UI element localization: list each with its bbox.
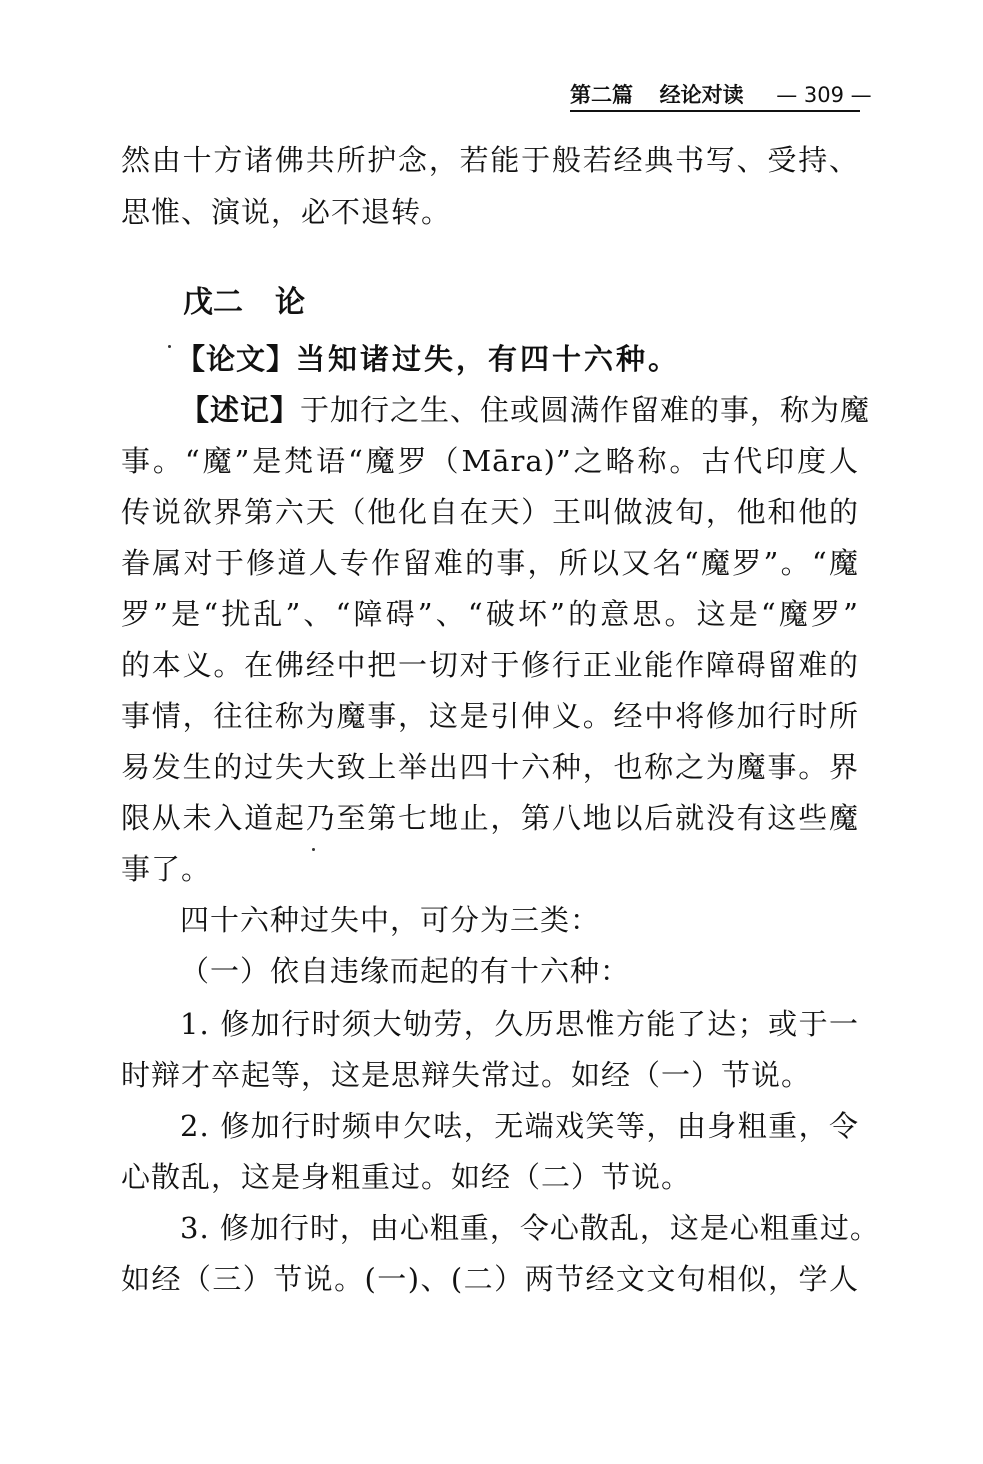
lun-wen-text: 当知诸过失，有四十六种。	[296, 342, 681, 376]
page-number: — 309 —	[776, 83, 872, 107]
section-heading-label: 戊二	[183, 285, 243, 320]
shu-ji-line: 传说欲界第六天（他化自在天）王叫做波旬，他和他的	[121, 495, 859, 529]
scan-speck	[312, 848, 315, 851]
lun-wen-tag: 【论文】	[176, 342, 297, 376]
intro-line-1: 然由十方诸佛共所护念，若能于般若经典书写、受持、	[121, 143, 859, 177]
header-title: 经论对读	[659, 83, 744, 107]
shu-ji-line: 易发生的过失大致上举出四十六种，也称之为魔事。界	[121, 750, 859, 784]
shu-ji-line: 的本义。在佛经中把一切对于修行正业能作障碍留难的	[121, 648, 859, 682]
header-rule	[570, 110, 860, 112]
shu-ji-line: 限从未入道起乃至第七地止，第八地以后就没有这些魔	[121, 801, 859, 835]
item-3-line-1: 3. 修加行时，由心粗重，令心散乱，这是心粗重过。	[180, 1211, 880, 1245]
item-1-line-1: 1. 修加行时须大劬劳，久历思惟方能了达；或于一	[180, 1007, 859, 1041]
lun-wen-paragraph	[176, 339, 680, 379]
shu-ji-line: 事了。	[121, 852, 212, 886]
section-heading	[183, 283, 305, 323]
intro-line-2: 思惟、演说，必不退转。	[121, 195, 452, 229]
section-heading-title: 论	[275, 285, 305, 320]
scan-speck	[168, 345, 171, 348]
shu-ji-line: 事。“魔”是梵语“魔罗（Māra)”之略称。古代印度人	[121, 444, 859, 478]
shu-ji-tag: 【述记】	[180, 393, 301, 427]
shu-ji-line: 事情，往往称为魔事，这是引伸义。经中将修加行时所	[121, 699, 859, 733]
categories-intro: 四十六种过失中，可分为三类：	[180, 903, 601, 937]
category-one: （一）依自违缘而起的有十六种：	[180, 954, 631, 988]
shu-ji-line: 眷属对于修道人专作留难的事，所以又名“魔罗”。“魔	[121, 546, 859, 580]
item-2-line-2: 心散乱，这是身粗重过。如经（二）节说。	[121, 1160, 692, 1194]
shu-ji-first-line	[180, 390, 871, 430]
header-part: 第二篇	[570, 83, 633, 107]
shu-ji-first-text: 于加行之生、住或圆满作留难的事，称为魔	[300, 393, 871, 427]
item-3-line-2: 如经（三）节说。(一)、(二）两节经文文句相似，学人	[121, 1262, 859, 1296]
shu-ji-line: 罗”是“扰乱”、“障碍”、“破坏”的意思。这是“魔罗”	[121, 597, 859, 631]
item-2-line-1: 2. 修加行时频申欠呿，无端戏笑等，由身粗重，令	[180, 1109, 859, 1143]
running-header	[570, 80, 870, 110]
item-1-line-2: 时辩才卒起等，这是思辩失常过。如经（一）节说。	[121, 1058, 812, 1092]
